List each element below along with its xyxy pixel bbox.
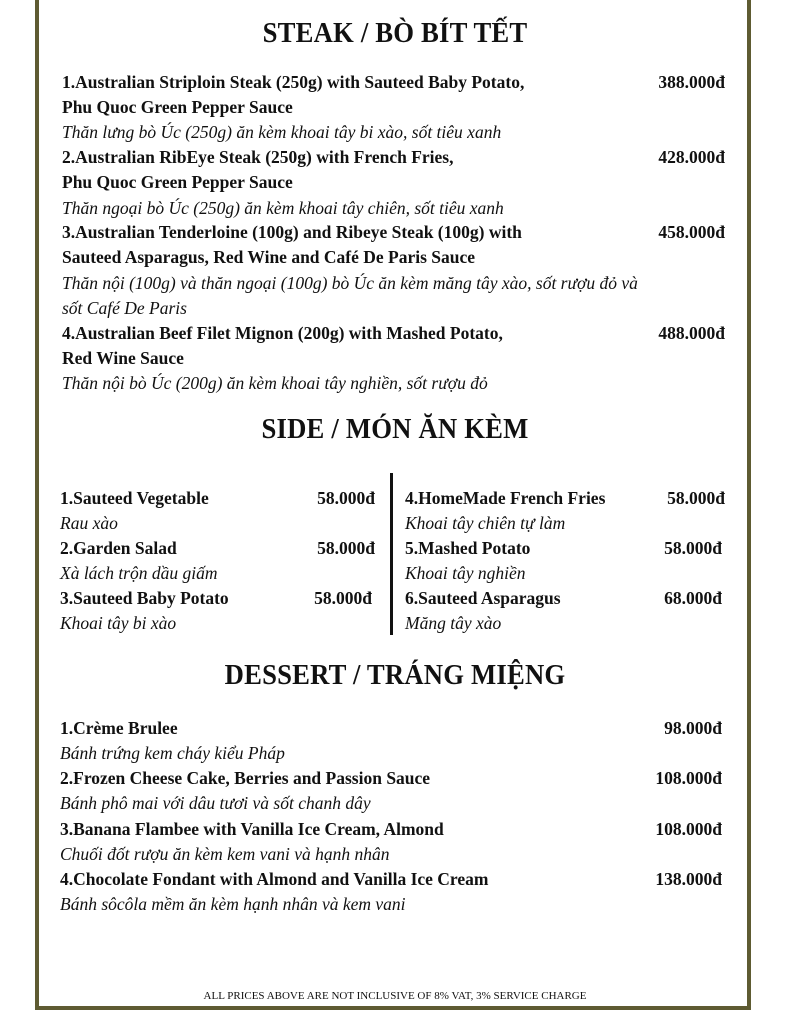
- side-item-desc: Rau xào: [60, 513, 118, 533]
- side-item-price: 58.000đ: [317, 538, 375, 558]
- steak-item-desc: Thăn nội bò Úc (200g) ăn kèm khoai tây nghiền, sốt rượu đỏ: [62, 373, 488, 393]
- dessert-item-price: 108.000đ: [655, 819, 722, 839]
- dessert-item-price: 138.000đ: [655, 869, 722, 889]
- side-item-desc: Khoai tây chiên tự làm: [405, 513, 566, 533]
- side-item-name: 6.Sauteed Asparagus: [405, 588, 561, 608]
- side-item-price: 68.000đ: [664, 588, 722, 608]
- side-item-name: 3.Sauteed Baby Potato: [60, 588, 229, 608]
- dessert-item-desc: Bánh sôcôla mềm ăn kèm hạnh nhân và kem vani: [60, 894, 406, 914]
- dessert-item-name: 3.Banana Flambee with Vanilla Ice Cream, Almond: [60, 819, 444, 839]
- side-item-desc: Măng tây xào: [405, 613, 502, 633]
- side-item-price: 58.000đ: [667, 488, 725, 508]
- steak-item-desc: Thăn ngoại bò Úc (250g) ăn kèm khoai tây chiên, sốt tiêu xanh: [62, 198, 504, 218]
- steak-item-name: Sauteed Asparagus, Red Wine and Café De Paris Sauce: [62, 247, 476, 267]
- column-divider: [390, 473, 393, 635]
- steak-item-desc: Thăn nội (100g) và thăn ngoại (100g) bò Úc ăn kèm măng tây xào, sốt rượu đỏ và: [62, 273, 638, 293]
- steak-item-price: 458.000đ: [658, 222, 725, 242]
- side-heading: SIDE / MÓN ĂN KÈM: [261, 413, 529, 445]
- dessert-item-name: 2.Frozen Cheese Cake, Berries and Passion Sauce: [60, 768, 431, 788]
- dessert-item-desc: Bánh trứng kem cháy kiểu Pháp: [60, 743, 285, 763]
- side-item-name: 4.HomeMade French Fries: [405, 488, 606, 508]
- dessert-item-desc: Bánh phô mai với dâu tươi và sốt chanh dây: [60, 793, 371, 813]
- dessert-item-name: 4.Chocolate Fondant with Almond and Vanilla Ice Cream: [60, 869, 489, 889]
- side-item-name: 2.Garden Salad: [60, 538, 177, 558]
- steak-item-price: 488.000đ: [658, 323, 725, 343]
- dessert-item-price: 108.000đ: [655, 768, 722, 788]
- steak-item-price: 388.000đ: [658, 72, 725, 92]
- dessert-heading: DESSERT / TRÁNG MIỆNG: [224, 659, 566, 691]
- steak-item-price: 428.000đ: [658, 147, 725, 167]
- dessert-item-name: 1.Crème Brulee: [60, 718, 178, 738]
- side-item-desc: Khoai tây bi xào: [60, 613, 177, 633]
- steak-item-name: 3.Australian Tenderloine (100g) and Ribeye Steak (100g) with: [62, 222, 522, 242]
- footer-note: ALL PRICES ABOVE ARE NOT INCLUSIVE OF 8% VAT, 3% SERVICE CHARGE: [203, 990, 587, 1002]
- steak-item-name: Red Wine Sauce: [62, 348, 184, 368]
- side-item-price: 58.000đ: [314, 588, 372, 608]
- steak-item-name: 4.Australian Beef Filet Mignon (200g) with Mashed Potato,: [62, 323, 503, 343]
- side-item-price: 58.000đ: [664, 538, 722, 558]
- dessert-item-desc: Chuối đốt rượu ăn kèm kem vani và hạnh nhân: [60, 844, 390, 864]
- side-item-price: 58.000đ: [317, 488, 375, 508]
- steak-item-name: 2.Australian RibEye Steak (250g) with French Fries,: [62, 147, 454, 167]
- steak-item-name: Phu Quoc Green Pepper Sauce: [62, 97, 293, 117]
- steak-item-desc: Thăn lưng bò Úc (250g) ăn kèm khoai tây bi xào, sốt tiêu xanh: [62, 122, 502, 142]
- side-item-name: 5.Mashed Potato: [405, 538, 531, 558]
- steak-item-desc: sốt Café De Paris: [62, 298, 187, 318]
- steak-heading: STEAK / BÒ BÍT TẾT: [262, 17, 528, 49]
- steak-item-name: 1.Australian Striploin Steak (250g) with Sauteed Baby Potato,: [62, 72, 525, 92]
- side-item-desc: Khoai tây nghiền: [405, 563, 526, 583]
- side-item-desc: Xà lách trộn dầu giấm: [60, 563, 218, 583]
- side-item-name: 1.Sauteed Vegetable: [60, 488, 209, 508]
- dessert-item-price: 98.000đ: [664, 718, 722, 738]
- steak-item-name: Phu Quoc Green Pepper Sauce: [62, 172, 293, 192]
